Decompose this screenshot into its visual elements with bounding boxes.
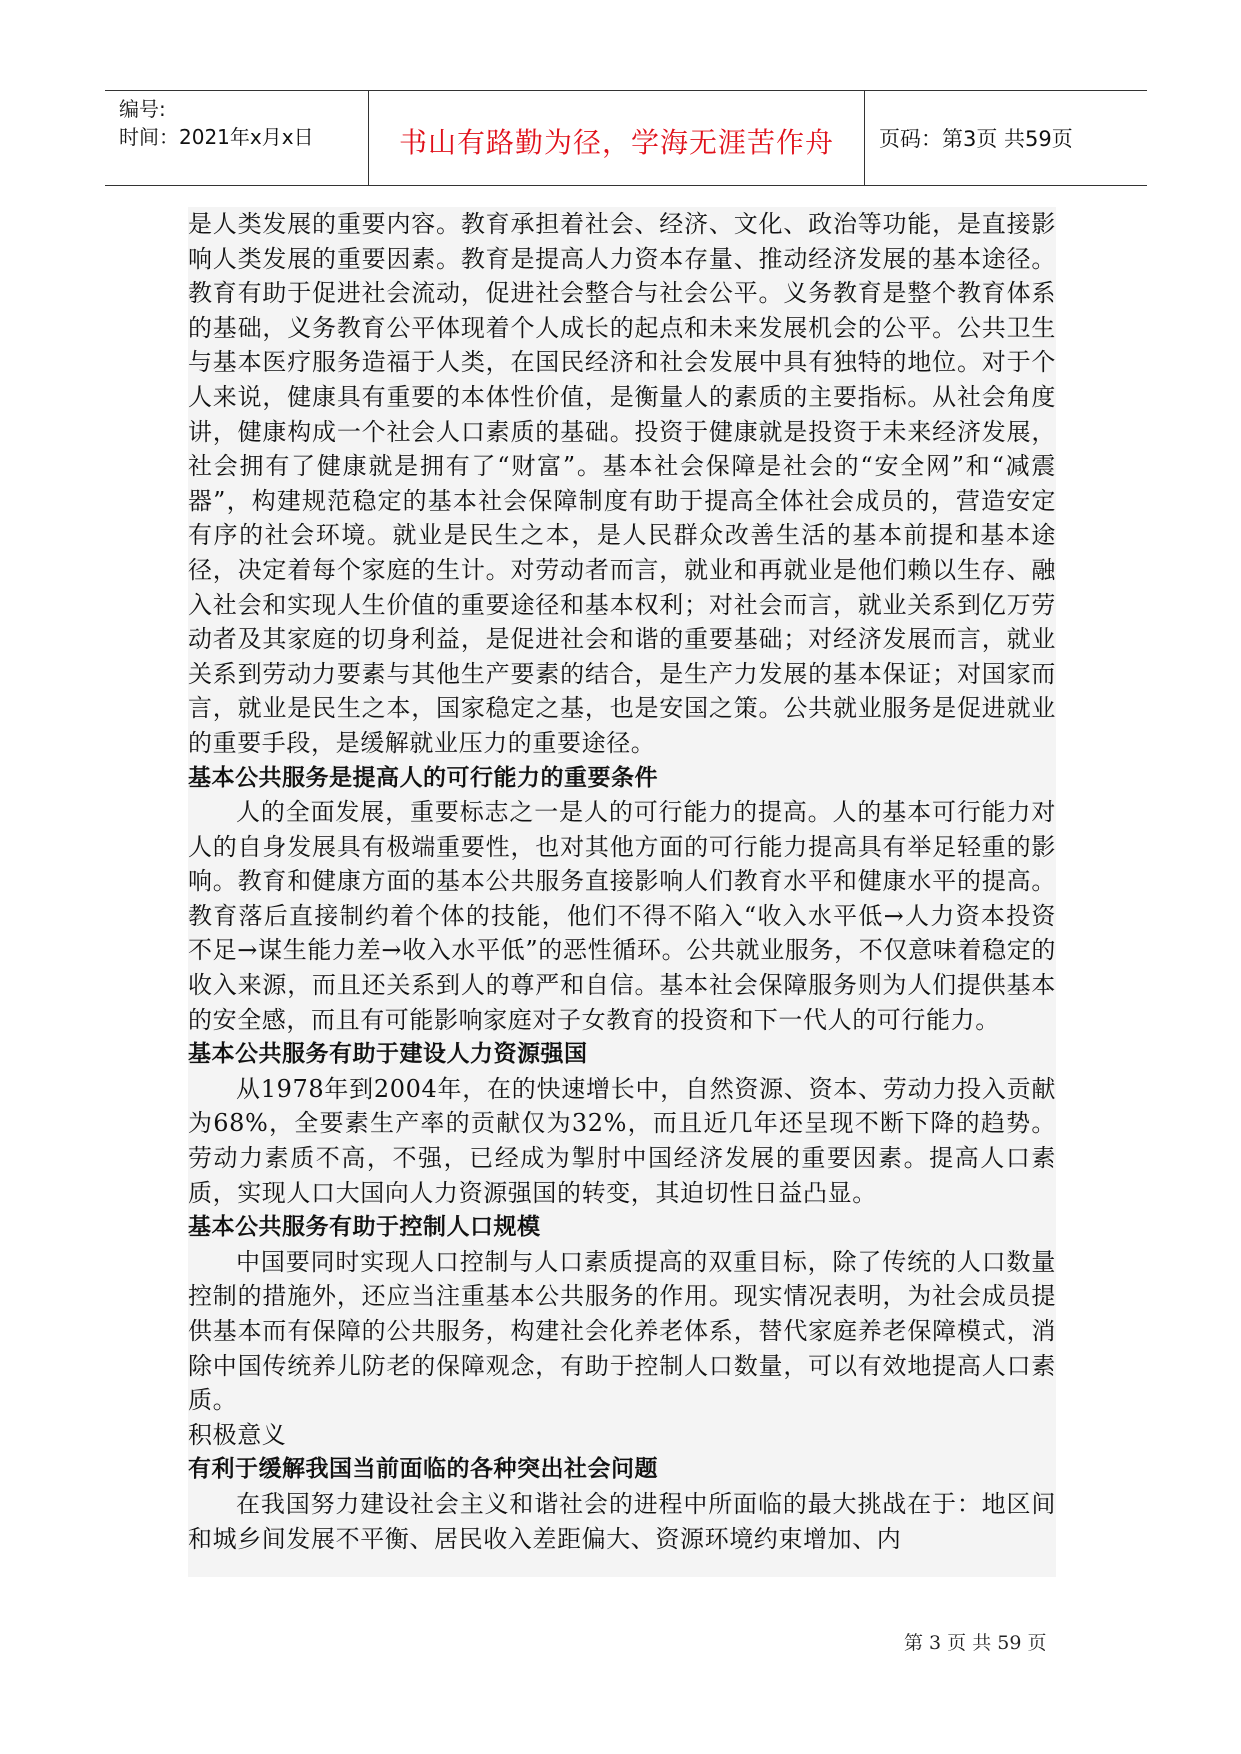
body-paragraph: 中国要同时实现人口控制与人口素质提高的双重目标，除了传统的人口数量控制的措施外，还应当注重基本公共服务的作用。现实情况表明，为社会成员提供基本而有保障的公共服务，构建社会化养老体系，替代家庭养老保障模式，消除中国传统养儿防老的保障观念，有助于控制人口数量，可以有效地提高人口素质。 — [188, 1247, 1056, 1415]
header-motto: 书山有路勤为径，学海无涯苦作舟 — [398, 126, 834, 159]
body-paragraph: 从1978年到2004年，在的快速增长中，自然资源、资本、劳动力投入贡献为68%，全要素生产率的贡献仅为32%，而且近几年还呈现不断下降的趋势。劳动力素质不高，不强，已经成为掣肘中国经济发展的重要因素。提高人口素质，实现人口大国向人力资源强国的转变，其迫切性日益凸显。 — [188, 1074, 1056, 1207]
header-page-cell — [865, 91, 1147, 185]
page-header — [105, 90, 1147, 186]
document-code-label: 编号: — [119, 97, 166, 121]
section-heading: 基本公共服务是提高人的可行能力的重要条件 — [188, 764, 658, 791]
header-motto-cell — [369, 91, 865, 185]
document-time-label: 时间：2021年x月x日 — [119, 125, 314, 149]
section-heading: 基本公共服务有助于建设人力资源强国 — [188, 1041, 588, 1068]
page-footer: 第 3 页 共 59 页 — [904, 1632, 1047, 1654]
body-paragraph: 人的全面发展，重要标志之一是人的可行能力的提高。人的基本可行能力对人的自身发展具有极端重要性，也对其他方面的可行能力提高具有举足轻重的影响。教育和健康方面的基本公共服务直接影响人们教育水平和健康水平的提高。教育落后直接制约着个体的技能，他们不得不陷入“收入水平低→人力资本投资不足→谋生能力差→收入水平低”的恶性循环。公共就业服务，不仅意味着稳定的收入来源，而且还关系到人的尊严和自信。基本社会保障服务则为人们提供基本的安全感，而且有可能影响家庭对子女教育的投资和下一代人的可行能力。 — [188, 798, 1056, 1034]
body-paragraph: 在我国努力建设社会主义和谐社会的进程中所面临的最大挑战在于：地区间和城乡间发展不平衡、居民收入差距偏大、资源环境约束增加、内 — [188, 1489, 1056, 1553]
section-heading: 基本公共服务有助于控制人口规模 — [188, 1214, 541, 1241]
subsection-title: 积极意义 — [188, 1420, 287, 1449]
document-body — [188, 207, 1056, 1577]
header-meta-cell — [105, 91, 369, 185]
section-heading: 有利于缓解我国当前面临的各种突出社会问题 — [188, 1456, 658, 1483]
body-paragraph: 是人类发展的重要内容。教育承担着社会、经济、文化、政治等功能，是直接影响人类发展的重要因素。教育是提高人力资本存量、推动经济发展的基本途径。教育有助于促进社会流动，促进社会整合与社会公平。义务教育是整个教育体系的基础，义务教育公平体现着个人成长的起点和未来发展机会的公平。公共卫生与基本医疗服务造福于人类，在国民经济和社会发展中具有独特的地位。对于个人来说，健康具有重要的本体性价值，是衡量人的素质的主要指标。从社会角度讲，健康构成一个社会人口素质的基础。投资于健康就是投资于未来经济发展，社会拥有了健康就是拥有了“财富”。基本社会保障是社会的“安全网”和“减震器”，构建规范稳定的基本社会保障制度有助于提高全体社会成员的，营造安定有序的社会环境。就业是民生之本，是人民群众改善生活的基本前提和基本途径，决定着每个家庭的生计。对劳动者而言，就业和再就业是他们赖以生存、融入社会和实现人生价值的重要途径和基本权利；对社会而言，就业关系到亿万劳动者及其家庭的切身利益，是促进社会和谐的重要基础；对经济发展而言，就业关系到劳动力要素与其他生产要素的结合，是生产力发展的基本保证；对国家而言，就业是民生之本，国家稳定之基，也是安国之策。公共就业服务是促进就业的重要手段，是缓解就业压力的重要途径。 — [188, 210, 1056, 757]
header-page-info: 页码：第3页 共59页 — [879, 127, 1073, 151]
